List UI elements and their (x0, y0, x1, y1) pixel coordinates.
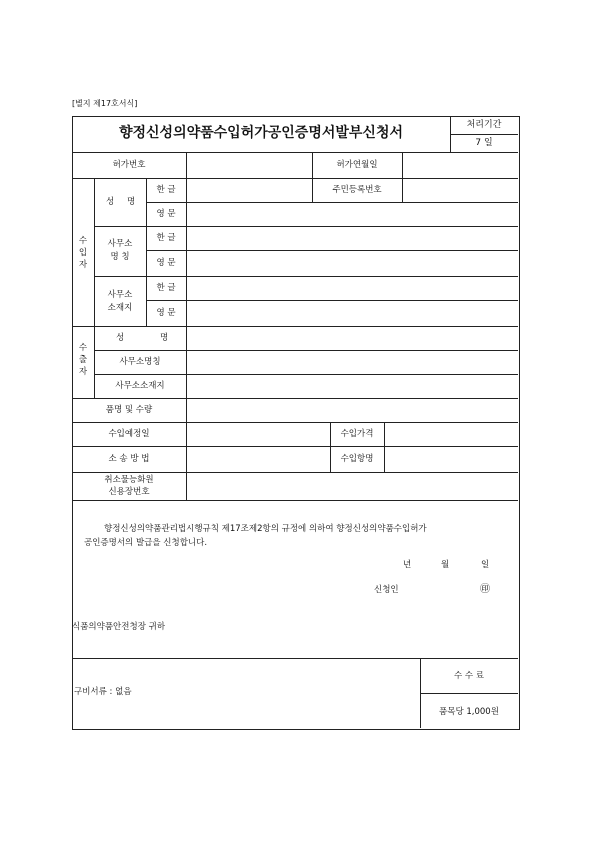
seal-mark: ㊞ (480, 584, 490, 595)
processing-period-value: 7 일 (475, 138, 493, 148)
exporter-name-label-1: 성 (116, 333, 125, 343)
importer-office-location-label-2: 소재지 (107, 303, 133, 313)
exporter-name-label-2: 명 (160, 333, 169, 343)
importer-office-name-english-label: 영 문 (156, 258, 176, 268)
importer-name-korean-field[interactable] (187, 179, 311, 201)
date-day-label: 일 (481, 560, 490, 570)
import-price-field[interactable] (385, 423, 517, 445)
importer-office-location-label-1: 사무소 (107, 290, 133, 300)
importer-name-korean-label: 한 글 (156, 185, 176, 195)
importer-office-location-english-field[interactable] (187, 301, 517, 325)
required-documents: 구비서류 : 없음 (74, 687, 132, 697)
importer-section-char-3: 자 (78, 260, 88, 270)
exporter-section-char-2: 출 (78, 355, 88, 365)
importer-name-english-label: 영 문 (156, 209, 176, 219)
exporter-name-field[interactable] (187, 327, 517, 349)
item-quantity-label: 품명 및 수량 (105, 405, 153, 415)
exporter-office-name-field[interactable] (187, 351, 517, 373)
importer-office-name-label-1: 사무소 (107, 239, 133, 249)
date-month-label: 월 (441, 560, 450, 570)
exporter-section-char-1: 수 (78, 343, 88, 353)
processing-period-label: 처리기간 (466, 120, 502, 130)
applicant-label: 신청인 (374, 585, 399, 595)
fee-label: 수 수 료 (453, 671, 485, 681)
export-license-field[interactable] (187, 473, 517, 499)
declaration-line-2: 공인증명서의 발급을 신청합니다. (84, 538, 208, 548)
importer-office-name-label-2: 명 칭 (110, 252, 130, 262)
permit-number-label: 허가번호 (112, 160, 146, 170)
shipping-method-field[interactable] (187, 447, 329, 471)
importer-name-label-1: 성 (106, 197, 115, 207)
exporter-office-location-field[interactable] (187, 375, 517, 397)
importer-office-location-english-label: 영 문 (156, 308, 176, 318)
shipping-method-label: 소 송 방 법 (108, 454, 150, 464)
permit-date-label: 허가연월일 (336, 160, 378, 170)
importer-section-char-1: 수 (78, 236, 88, 246)
importer-office-name-korean-label: 한 글 (156, 233, 176, 243)
date-year-label: 년 (403, 560, 412, 570)
import-port-field[interactable] (385, 447, 517, 471)
scheduled-import-date-label: 수입예정일 (108, 429, 150, 439)
exporter-office-location-label: 사무소소재지 (115, 381, 165, 391)
rrn-field[interactable] (403, 179, 517, 201)
item-quantity-field[interactable] (187, 399, 517, 421)
export-license-label-2: 신용장번호 (108, 487, 150, 497)
importer-office-location-korean-label: 한 글 (156, 283, 176, 293)
importer-name-english-field[interactable] (187, 203, 517, 225)
exporter-office-name-label: 사무소명칭 (119, 357, 161, 367)
declaration-line-1: 향정신성의약품관리법시행규칙 제17조제2항의 규정에 의하여 향정신성의약품수입허가 (104, 524, 427, 534)
import-price-label: 수입가격 (340, 429, 374, 439)
exporter-section-char-3: 자 (78, 367, 88, 377)
fee-value: 품목당 1,000원 (439, 707, 499, 717)
importer-office-name-english-field[interactable] (187, 251, 517, 275)
form-title: 향정신성의약품수입허가공인증명서발부신청서 (118, 125, 403, 141)
importer-office-name-korean-field[interactable] (187, 227, 517, 249)
form-code: [별지 제17호서식] (72, 99, 138, 108)
permit-number-field[interactable] (187, 153, 311, 177)
export-license-label-1: 취소물능화원 (104, 475, 154, 485)
recipient: 식품의약품안전청장 귀하 (72, 622, 166, 632)
scheduled-import-date-field[interactable] (187, 423, 329, 445)
import-port-label: 수입항명 (340, 454, 374, 464)
importer-name-label-2: 명 (127, 197, 136, 207)
importer-section-char-2: 입 (78, 248, 88, 258)
rrn-label: 주민등록번호 (332, 185, 382, 195)
permit-date-field[interactable] (403, 153, 517, 177)
importer-office-location-korean-field[interactable] (187, 277, 517, 299)
